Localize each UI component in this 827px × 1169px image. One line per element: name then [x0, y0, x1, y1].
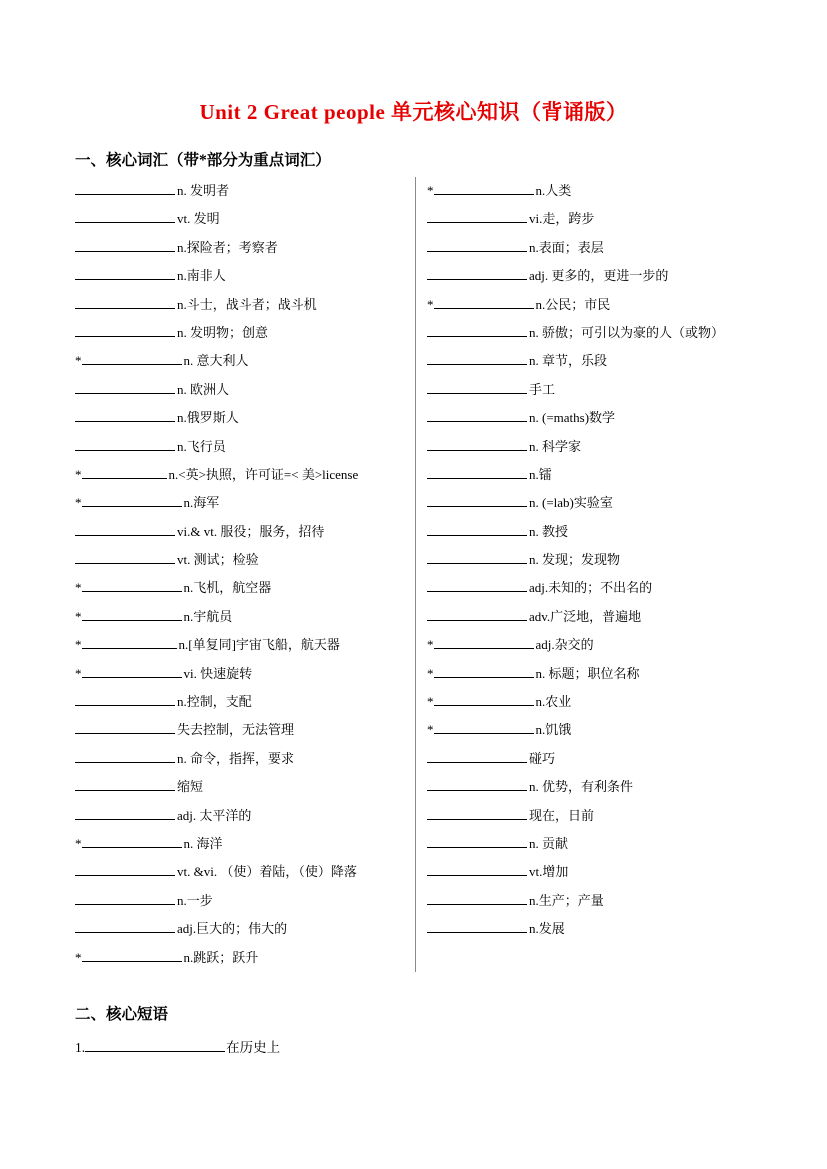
definition-text: 碰巧	[529, 750, 556, 766]
vocab-column-left	[75, 177, 415, 972]
vocab-column-right	[416, 177, 791, 972]
star-marker: *	[427, 665, 434, 681]
fill-in-blank	[427, 351, 527, 365]
fill-in-blank	[82, 493, 182, 507]
fill-in-blank	[427, 380, 527, 394]
vocab-row-right-25	[427, 858, 791, 886]
star-marker: *	[427, 296, 434, 312]
fill-in-blank	[75, 550, 175, 564]
vocab-row-left-6	[75, 319, 415, 347]
fill-in-blank	[75, 720, 175, 734]
star-marker: *	[75, 665, 82, 681]
definition-text: n.表面；表层	[529, 239, 604, 255]
vocab-row-left-24	[75, 830, 415, 858]
document-content	[0, 148, 827, 1063]
fill-in-blank	[427, 266, 527, 280]
definition-text: n.探险者；考察者	[177, 239, 278, 255]
vocab-row-left-11	[75, 461, 415, 489]
definition-text: 现在，日前	[529, 807, 595, 823]
vocab-row-right-3	[427, 234, 791, 262]
vocab-columns	[75, 177, 791, 972]
fill-in-blank	[434, 635, 534, 649]
vocab-row-left-13	[75, 518, 415, 546]
vocab-row-left-23	[75, 802, 415, 830]
fill-in-blank	[75, 777, 175, 791]
vocab-row-right-19	[427, 688, 791, 716]
definition-text: vt. &vi. （使）着陆，（使）降落	[177, 864, 357, 880]
definition-text: n.[单复同]宇宙飞船，航天器	[178, 637, 340, 653]
fill-in-blank	[75, 891, 175, 905]
vocab-row-right-22	[427, 773, 791, 801]
vocab-row-left-19	[75, 688, 415, 716]
fill-in-blank	[75, 209, 175, 223]
vocab-row-left-18	[75, 660, 415, 688]
star-marker: *	[427, 694, 434, 710]
vocab-row-right-11	[427, 461, 791, 489]
star-marker: *	[427, 722, 434, 738]
definition-text: n.南非人	[177, 268, 226, 284]
definition-text: n.飞机，航空器	[183, 580, 272, 596]
fill-in-blank	[427, 919, 527, 933]
fill-in-blank	[427, 749, 527, 763]
document-title: Unit 2 Great people 单元核心知识（背诵版）	[199, 100, 628, 124]
definition-text: n.镭	[529, 466, 552, 482]
fill-in-blank	[82, 664, 182, 678]
fill-in-blank	[434, 181, 534, 195]
fill-in-blank	[75, 437, 175, 451]
fill-in-blank	[75, 692, 175, 706]
fill-in-blank	[427, 550, 527, 564]
vocab-row-right-4	[427, 262, 791, 290]
vocab-row-left-2	[75, 205, 415, 233]
star-marker: *	[75, 949, 82, 965]
vocab-row-right-15	[427, 574, 791, 602]
star-marker: *	[75, 466, 82, 482]
definition-text: vt.增加	[529, 864, 569, 880]
fill-in-blank	[82, 578, 182, 592]
fill-in-blank	[427, 238, 527, 252]
fill-in-blank	[75, 919, 175, 933]
definition-text: n.飞行员	[177, 438, 226, 454]
definition-text: adj.杂交的	[535, 637, 594, 653]
definition-text: n. (=lab)实验室	[529, 495, 613, 511]
vocab-row-right-14	[427, 546, 791, 574]
definition-text: n.<英>执照，许可证=< 美>license	[168, 466, 359, 482]
definition-text: adj.巨大的；伟大的	[177, 921, 288, 937]
vocab-row-right-10	[427, 433, 791, 461]
fill-in-blank	[75, 806, 175, 820]
fill-in-blank	[75, 862, 175, 876]
definition-text: adj. 太平洋的	[177, 807, 252, 823]
definition-text: adj.未知的；不出名的	[529, 580, 653, 596]
vocab-row-right-12	[427, 489, 791, 517]
vocab-row-right-20	[427, 716, 791, 744]
definition-text: n.斗士，战斗者；战斗机	[177, 296, 317, 312]
definition-text: n.俄罗斯人	[177, 410, 239, 426]
star-marker: *	[75, 353, 82, 369]
vocab-row-left-3	[75, 234, 415, 262]
fill-in-blank	[427, 806, 527, 820]
definition-text: n.跳跃；跃升	[183, 949, 259, 965]
vocab-row-right-24	[427, 830, 791, 858]
definition-text: n.发展	[529, 921, 565, 937]
fill-in-blank	[75, 749, 175, 763]
vocab-row-right-6	[427, 319, 791, 347]
definition-text: n. 贡献	[529, 835, 569, 851]
fill-in-blank	[427, 522, 527, 536]
vocab-row-left-22	[75, 773, 415, 801]
definition-text: 缩短	[177, 779, 204, 795]
fill-in-blank	[75, 295, 175, 309]
definition-text: n.农业	[535, 694, 572, 710]
definition-text: adj. 更多的，更进一步的	[529, 268, 669, 284]
definition-text: n. 欧洲人	[177, 381, 230, 397]
vocab-row-right-13	[427, 518, 791, 546]
definition-text: n.宇航员	[183, 608, 233, 624]
fill-in-blank	[85, 1038, 225, 1052]
definition-text: n.公民；市民	[535, 296, 611, 312]
fill-in-blank	[434, 664, 534, 678]
fill-in-blank	[427, 891, 527, 905]
fill-in-blank	[82, 635, 177, 649]
vocab-row-right-9	[427, 404, 791, 432]
definition-text: n.生产；产量	[529, 892, 604, 908]
fill-in-blank	[75, 181, 175, 195]
vocab-row-left-27	[75, 915, 415, 943]
vocab-row-right-23	[427, 802, 791, 830]
definition-text: vi.走，跨步	[529, 211, 595, 227]
fill-in-blank	[75, 266, 175, 280]
section-phrases-heading: 二、核心短语	[75, 1005, 169, 1023]
definition-text: n.海军	[183, 495, 220, 511]
fill-in-blank	[427, 323, 527, 337]
definition-text: adv.广泛地，普遍地	[529, 608, 642, 624]
phrase-list	[75, 1033, 791, 1063]
star-marker: *	[75, 637, 82, 653]
definition-text: n. 命令，指挥，要求	[177, 750, 295, 766]
definition-text: n.一步	[177, 892, 213, 908]
fill-in-blank	[427, 493, 527, 507]
vocab-row-left-26	[75, 887, 415, 915]
definition-text: n.控制，支配	[177, 694, 252, 710]
vocab-row-left-16	[75, 603, 415, 631]
definition-text: n. 海洋	[183, 835, 223, 851]
vocab-row-left-12	[75, 489, 415, 517]
star-marker: *	[75, 580, 82, 596]
star-marker: *	[75, 495, 82, 511]
fill-in-blank	[434, 720, 534, 734]
vocab-row-right-8	[427, 376, 791, 404]
fill-in-blank	[427, 209, 527, 223]
fill-in-blank	[434, 295, 534, 309]
definition-text: n. 标题；职位名称	[535, 665, 640, 681]
definition-text: n. 发明物；创意	[177, 324, 269, 340]
section-vocab-heading: 一、核心词汇（带*部分为重点词汇）	[75, 152, 331, 169]
star-marker: *	[427, 183, 434, 198]
star-marker: *	[427, 637, 434, 653]
fill-in-blank	[75, 238, 175, 252]
fill-in-blank	[82, 465, 167, 479]
definition-text: vi.& vt. 服役；服务，招待	[177, 523, 325, 539]
definition-text: n. 优势，有利条件	[529, 779, 634, 795]
definition-text: vt. 测试；检验	[177, 552, 259, 568]
definition-text: vi. 快速旋转	[183, 665, 253, 681]
definition-text: n. 意大利人	[183, 353, 249, 369]
definition-text: n. 教授	[529, 523, 569, 539]
vocab-row-right-27	[427, 915, 791, 943]
definition-text: 失去控制，无法管理	[177, 722, 295, 738]
fill-in-blank	[427, 578, 527, 592]
fill-in-blank	[82, 948, 182, 962]
definition-text: n.饥饿	[535, 722, 572, 738]
star-marker: *	[75, 835, 82, 851]
definition-text: vt. 发明	[177, 211, 220, 227]
vocab-row-right-1	[427, 177, 791, 205]
vocab-row-left-25	[75, 858, 415, 886]
fill-in-blank	[427, 607, 527, 621]
definition-text: n. 章节，乐段	[529, 353, 608, 369]
vocab-row-left-14	[75, 546, 415, 574]
fill-in-blank	[75, 522, 175, 536]
fill-in-blank	[427, 465, 527, 479]
vocab-row-left-7	[75, 347, 415, 375]
phrase-row-1	[75, 1033, 791, 1063]
phrase-text: 在历史上	[226, 1039, 281, 1055]
fill-in-blank	[427, 408, 527, 422]
vocab-row-left-9	[75, 404, 415, 432]
definition-text: n. 发明者	[177, 183, 230, 198]
vocab-row-left-10	[75, 433, 415, 461]
vocab-row-right-16	[427, 603, 791, 631]
fill-in-blank	[82, 351, 182, 365]
vocab-row-right-18	[427, 660, 791, 688]
fill-in-blank	[427, 437, 527, 451]
vocab-row-left-21	[75, 745, 415, 773]
vocab-row-left-5	[75, 291, 415, 319]
fill-in-blank	[82, 607, 182, 621]
fill-in-blank	[75, 323, 175, 337]
definition-text: n. 科学家	[529, 438, 582, 454]
vocab-row-left-15	[75, 574, 415, 602]
definition-text: n. 发现；发现物	[529, 552, 621, 568]
fill-in-blank	[82, 834, 182, 848]
vocab-row-right-5	[427, 291, 791, 319]
vocab-row-left-4	[75, 262, 415, 290]
vocab-row-left-20	[75, 716, 415, 744]
fill-in-blank	[427, 834, 527, 848]
definition-text: n.人类	[535, 183, 572, 198]
phrase-number: 1.	[75, 1039, 86, 1055]
vocab-row-right-7	[427, 347, 791, 375]
fill-in-blank	[434, 692, 534, 706]
vocab-row-left-17	[75, 631, 415, 659]
vocab-row-left-8	[75, 376, 415, 404]
fill-in-blank	[75, 408, 175, 422]
fill-in-blank	[427, 777, 527, 791]
vocab-row-left-28	[75, 944, 415, 972]
star-marker: *	[75, 608, 82, 624]
vocab-row-right-2	[427, 205, 791, 233]
definition-text: n. 骄傲；可引以为豪的人（或物）	[529, 324, 725, 340]
fill-in-blank	[75, 380, 175, 394]
definition-text: 手工	[529, 381, 556, 397]
vocab-row-right-26	[427, 887, 791, 915]
vocab-row-left-1	[75, 177, 415, 205]
vocab-row-right-17	[427, 631, 791, 659]
vocab-row-right-21	[427, 745, 791, 773]
fill-in-blank	[427, 862, 527, 876]
definition-text: n. (=maths)数学	[529, 410, 616, 426]
